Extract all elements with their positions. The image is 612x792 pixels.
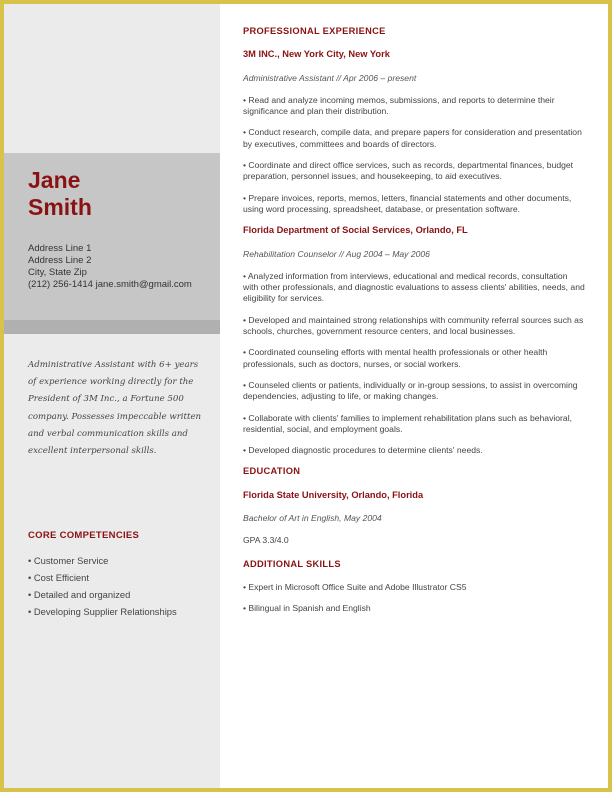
employer-florida-dss: Florida Department of Social Services, Orlando, FL <box>243 225 468 236</box>
address-line-2: Address Line 2 <box>28 255 92 266</box>
education-school: Florida State University, Orlando, Florida <box>243 489 424 500</box>
competency-item: • Developing Supplier Relationships <box>28 606 177 617</box>
role-florida-dss: Rehabilitation Counselor // Aug 2004 – May 2006 <box>243 248 430 259</box>
experience-bullet: • Coordinated counseling efforts with mental health professionals or other health professionals, such as doctors, nurses, or social workers. <box>243 347 548 369</box>
experience-bullet: • Analyzed information from interviews, educational and medical records, consultation with other professionals, and diagnostic evaluations to assess clients' abilities, needs, and eligibility for services. <box>243 270 585 304</box>
core-competencies-list <box>28 552 177 620</box>
resume-page <box>4 4 608 788</box>
experience-bullet: • Counseled clients or patients, individually or in-group sessions, to assist in overcoming dependencies, adjusting to life, or making changes. <box>243 379 578 402</box>
experience-bullet: • Collaborate with clients' families to implement rehabilitation plans such as behavioral, residential, social, and employment goals. <box>243 412 572 434</box>
education-gpa: GPA 3.3/4.0 <box>243 535 289 546</box>
education-degree: Bachelor of Art in English, May 2004 <box>243 513 382 524</box>
name-block-strip <box>4 320 220 334</box>
employer-3m: 3M INC., New York City, New York <box>243 49 390 60</box>
first-name: Jane <box>28 167 81 193</box>
address-line-1: Address Line 1 <box>28 243 92 254</box>
core-competencies-heading: CORE COMPETENCIES <box>28 530 140 541</box>
additional-skills-heading: ADDITIONAL SKILLS <box>243 558 341 569</box>
experience-bullet: • Coordinate and direct office services, such as records, departmental finances, budget preparation, personnel issues, and housekeeping, to aid executives. <box>243 160 574 182</box>
experience-bullet: • Prepare invoices, reports, memos, letters, financial statements and other documents, using word processing, spreadsheet, database, or presentation software. <box>243 192 572 214</box>
role-3m: Administrative Assistant // Apr 2006 – present <box>243 72 417 83</box>
education-heading: EDUCATION <box>243 466 301 477</box>
experience-heading: PROFESSIONAL EXPERIENCE <box>243 26 386 36</box>
contact-info <box>28 243 192 291</box>
main-column <box>243 26 585 625</box>
candidate-name <box>28 167 92 221</box>
experience-bullet: • Developed diagnostic procedures to determine clients' needs. <box>243 445 483 456</box>
skill-item: • Bilingual in Spanish and English <box>243 603 371 614</box>
phone-email: (212) 256-1414 jane.smith@gmail.com <box>28 279 192 290</box>
competency-item: • Cost Efficient <box>28 572 89 583</box>
competency-item: • Customer Service <box>28 555 109 566</box>
experience-bullet: • Read and analyze incoming memos, submissions, and reports to determine their significance and plan their distribution. <box>243 94 555 117</box>
skill-item: • Expert in Microsoft Office Suite and Adobe Illustrator CS5 <box>243 581 467 592</box>
competency-item: • Detailed and organized <box>28 589 131 600</box>
experience-bullet: • Conduct research, compile data, and prepare papers for consideration and presentation by executives, committees and boards of directors. <box>243 127 582 149</box>
city-state-zip: City, State Zip <box>28 267 87 278</box>
profile-summary: Administrative Assistant with 6+ years of experience working directly for the President of 3M Inc., a Fortune 500 company. Possesses impeccable written and verbal communication skills and excellent interpersonal skills. <box>28 360 202 457</box>
experience-bullet: • Developed and maintained strong relationships with community referral sources such as schools, churches, government resource centers, and local businesses. <box>243 314 584 337</box>
last-name: Smith <box>28 194 92 220</box>
